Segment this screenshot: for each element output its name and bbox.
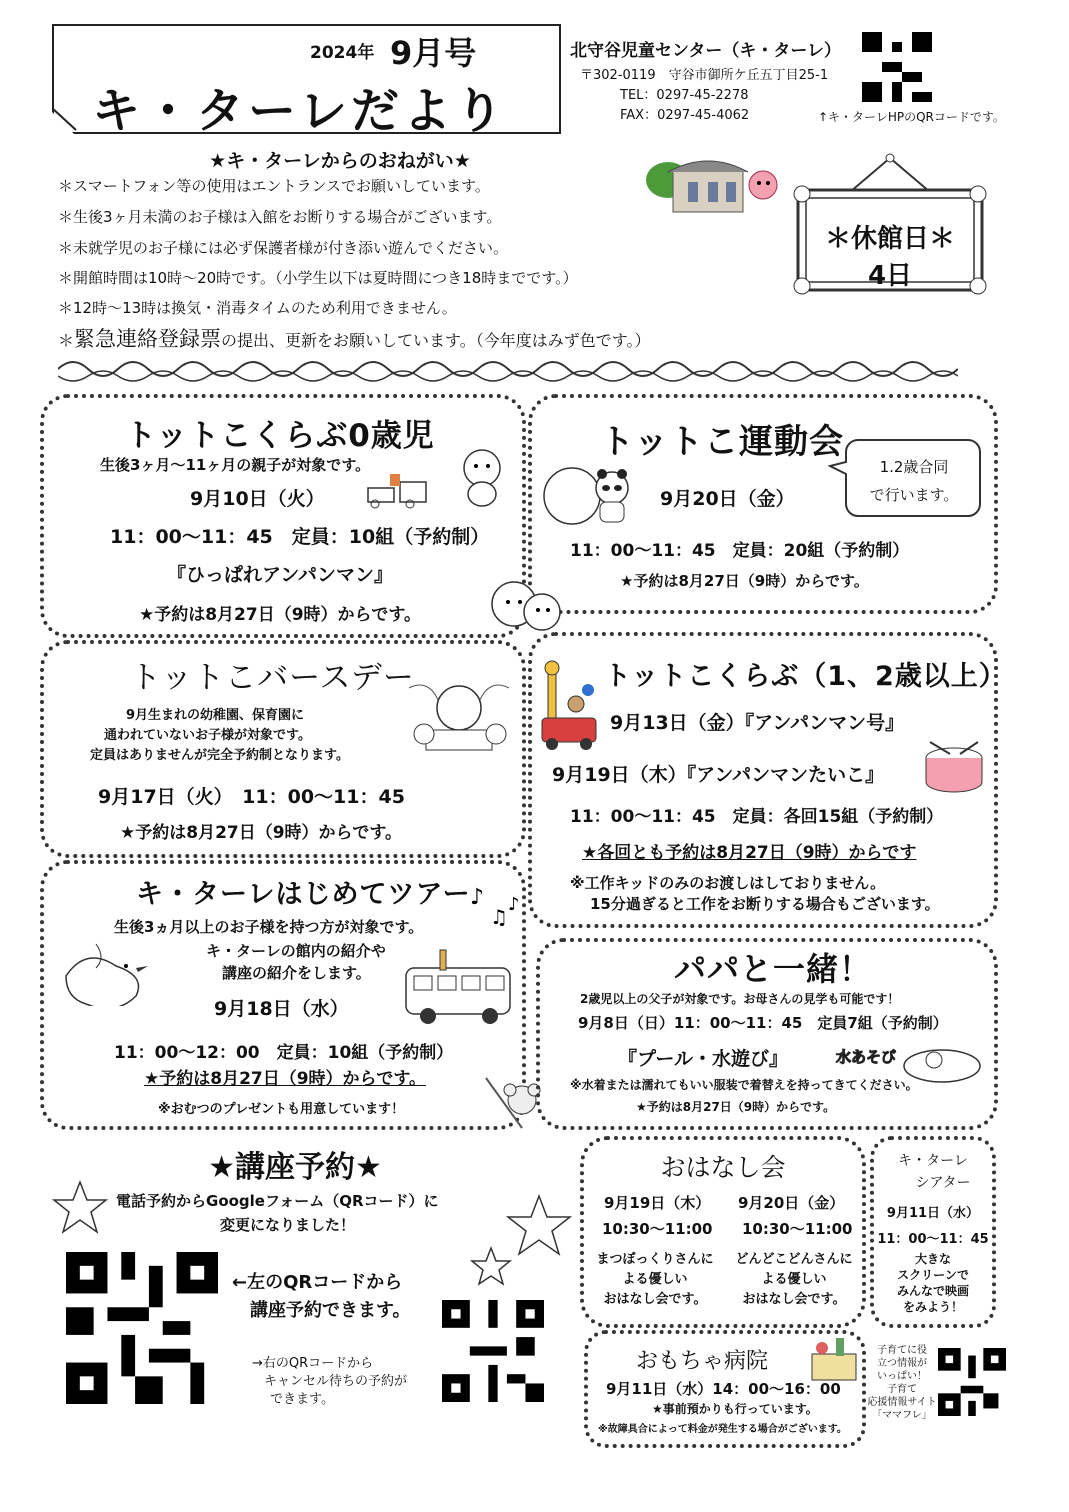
story-a-line-2: よる優しい — [622, 1272, 688, 1287]
toy-hospital-title: おもちゃ病院 — [636, 1349, 769, 1374]
svg-text:♫: ♫ — [490, 905, 508, 929]
qr-right-note-1: →右のQRコードから — [252, 1356, 374, 1371]
leaf-border-decoration — [58, 352, 958, 386]
star-outline-icon — [52, 1180, 108, 1234]
tottoko-12-time: 11：00～11：45 定員：各回15組（予約制） — [570, 807, 944, 827]
bubble-line-1: 1.2歳合同 — [879, 458, 949, 476]
header-corner — [52, 108, 78, 132]
requests-title: ★キ・ターレからのおねがい★ — [209, 150, 471, 172]
issue-year: 2024年 — [310, 43, 375, 63]
water-play-sticker: 水あそび — [836, 1048, 897, 1066]
toy-box-illustration — [806, 1334, 862, 1384]
papa-datetime: 9月8日（日）11：00～11：45 定員7組（予約制） — [578, 1014, 948, 1032]
story-b-line-1: どんどこどんさんに — [735, 1252, 853, 1267]
lecture-title: ★講座予約★ — [208, 1150, 382, 1185]
theater-title-2: シアター — [915, 1175, 971, 1191]
pool-illustration — [900, 1036, 984, 1086]
tour-title: キ・ターレはじめてツアー — [136, 879, 471, 910]
sports-day-time: 11：00～11：45 定員：20組（予約制） — [570, 541, 910, 561]
lecture-line-1: 電話予約からGoogleフォーム（QRコード）に — [116, 1192, 439, 1210]
tottoko-12-reserve: ★各回とも予約は8月27日（9時）からです — [582, 843, 917, 863]
request-item: ＊生後3ヶ月未満のお子様は入館をお断りする場合がございます。 — [58, 208, 502, 226]
tour-time: 11：00～12：00 定員：10組（予約制） — [114, 1043, 454, 1063]
mamafure-qr-code[interactable] — [938, 1348, 1006, 1416]
lecture-reservation-qr-code[interactable] — [66, 1252, 218, 1404]
bird-illustration — [56, 936, 156, 1006]
tottoko-0-title: トットこくらぶ0歳児 — [125, 418, 435, 454]
story-b-line-2: よる優しい — [761, 1272, 827, 1287]
tour-line-1: 生後3ヵ月以上のお子様を持つ方が対象です。 — [114, 918, 424, 936]
center-fax: FAX：0297-45-4062 — [620, 108, 750, 123]
birthday-line-3: 定員はありませんが完全予約制となります。 — [90, 748, 349, 763]
story-a-line-1: まつぼっくりさんに — [596, 1252, 714, 1267]
birthday-title: トットこバースデー — [130, 660, 415, 696]
theater-date: 9月11日（水） — [886, 1206, 980, 1221]
cancel-waitlist-qr-code[interactable] — [442, 1300, 544, 1402]
mamafure-line: 子育て — [887, 1384, 917, 1395]
hp-qr-note: ↑キ・ターレHPのQRコードです。 — [818, 110, 1005, 124]
closed-day-date: 4日 — [867, 261, 913, 291]
mamafure-line: 立つ情報が — [877, 1358, 927, 1369]
toy-hospital-note-1: ★事前預かりも行っています。 — [652, 1402, 818, 1416]
story-a-date: 9月19日（木） — [604, 1194, 711, 1212]
music-notes-icon — [468, 880, 528, 930]
request-item: ＊12時～13時は換気・消毒タイムのため利用できません。 — [58, 299, 457, 317]
tour-date: 9月18日（水） — [214, 998, 349, 1020]
birthday-line-1: 9月生まれの幼稚園、保育園に — [126, 708, 305, 723]
story-a-line-3: おはなし会です。 — [603, 1292, 707, 1307]
tottoko-0-target: 生後3ヶ月～11ヶ月の親子が対象です。 — [100, 456, 371, 474]
theater-line-3: みんなで映画 — [896, 1284, 969, 1298]
center-name: 北守谷児童センター（キ・ターレ） — [570, 41, 841, 61]
story-b-line-3: おはなし会です。 — [742, 1292, 846, 1307]
issue-month: 9月号 — [390, 34, 477, 72]
star-outline-icon — [506, 1194, 572, 1256]
request-item: ＊未就学児のお子様には必ず保護者様が付き添い遊んでください。 — [58, 239, 509, 257]
story-b-date: 9月20日（金） — [738, 1194, 845, 1212]
birthday-reserve: ★予約は8月27日（9時）からです。 — [120, 823, 403, 843]
tottoko-0-program: 『ひっぱれアンパンマン』 — [167, 564, 393, 586]
panda-ball-illustration — [540, 458, 650, 528]
giraffe-car-illustration — [536, 660, 600, 752]
theater-line-1: 大きな — [914, 1252, 951, 1266]
tottoko-12-note-2: 15分過ぎると工作をお断りする場合もございます。 — [590, 895, 940, 913]
center-tel: TEL：0297-45-2278 — [620, 88, 749, 103]
theater-title-1: キ・ターレ — [898, 1153, 968, 1169]
emergency-note: の提出、更新をお願いしています。（今年度はみず色です。） — [221, 331, 651, 350]
toy-hospital-note-2: ※故障具合によって料金が発生する場合がございます。 — [598, 1424, 847, 1435]
story-time-title: おはなし会 — [660, 1153, 786, 1182]
tour-line-2: キ・ターレの館内の紹介や — [206, 942, 386, 960]
bullet: ＊ — [58, 331, 75, 350]
tottoko-0-time: 11：00～11：45 定員：10組（予約制） — [110, 526, 490, 548]
newsletter-title: キ・ターレだより — [92, 83, 508, 139]
lecture-line-2: 変更になりました！ — [220, 1216, 356, 1234]
tottoko-12-note-1: ※工作キッドのみのお渡しはしておりません。 — [570, 874, 886, 892]
center-address: 〒302-0119 守谷市御所ケ丘五丁目25-1 — [580, 68, 829, 83]
closed-day-label: ＊休館日＊ — [824, 224, 955, 254]
mamafure-line: 応援情報サイト — [867, 1397, 937, 1408]
papa-program: 『プール・水遊び』 — [618, 1048, 789, 1070]
tottoko-0-reserve: ★予約は8月27日（9時）からです。 — [138, 605, 422, 625]
mamafure-line: 「ママフレ」 — [872, 1410, 932, 1421]
story-a-time: 10:30～11:00 — [602, 1220, 713, 1238]
svg-text:♪: ♪ — [508, 894, 520, 915]
sports-day-reserve: ★予約は8月27日（9時）からです。 — [620, 572, 869, 590]
theater-time: 11：00～11：45 — [877, 1232, 989, 1247]
svg-text:♪: ♪ — [470, 885, 485, 910]
request-item: ＊開館時間は10時～20時です。（小学生以下は夏時間につき18時までです。） — [58, 269, 578, 287]
drum-illustration — [920, 740, 988, 800]
star-outline-icon — [470, 1246, 512, 1286]
birthday-line-2: 通われていないお子様が対象です。 — [104, 728, 311, 743]
bus-illustration — [400, 948, 516, 1028]
birthday-datetime: 9月17日（火） 11：00～11：45 — [98, 786, 405, 808]
papa-title: パパと一緒！ — [674, 950, 873, 988]
birthday-animals-illustration — [404, 678, 514, 756]
building-illustration — [628, 150, 778, 220]
speech-bubble — [828, 436, 984, 520]
chicks-illustration — [488, 572, 568, 638]
tottoko-12-title: トットこくらぶ（1、2歳以上） — [604, 661, 1007, 692]
qr-right-note-3: できます。 — [270, 1392, 334, 1407]
tour-note: ※おむつのプレゼントも用意しています！ — [158, 1102, 405, 1117]
bubble-line-2: で行います。 — [869, 486, 959, 504]
toy-hospital-datetime: 9月11日（水）14：00～16：00 — [606, 1380, 841, 1398]
train-toy-illustration — [360, 446, 510, 512]
papa-reserve: ★予約は8月27日（9時）からです。 — [636, 1100, 836, 1114]
papa-note: ※水着または濡れてもいい服装で着替えを持ってきてください。 — [570, 1078, 918, 1092]
sports-day-title: トットこ運動会 — [600, 422, 844, 462]
tottoko-12-session-2: 9月19日（木）『アンパンマンたいこ』 — [552, 764, 885, 786]
qr-left-note-1: ←左のQRコードから — [232, 1272, 403, 1293]
story-b-time: 10:30～11:00 — [742, 1220, 853, 1238]
request-item-emergency — [58, 323, 650, 353]
theater-line-2: スクリーンで — [897, 1268, 969, 1282]
papa-target: 2歳児以上の父子が対象です。お母さんの見学も可能です！ — [580, 992, 900, 1006]
qr-right-note-2: キャンセル待ちの予約が — [264, 1374, 408, 1389]
mamafure-text — [866, 1344, 938, 1422]
mamafure-line: 子育てに役 — [877, 1345, 927, 1356]
hp-qr-code[interactable] — [862, 32, 932, 102]
theater-line-4: をみよう！ — [902, 1300, 963, 1314]
request-item: ＊スマートフォン等の使用はエントランスでお願いしています。 — [58, 177, 490, 195]
tour-reserve: ★予約は8月27日（9時）からです。 — [144, 1069, 427, 1089]
qr-left-note-2: 講座予約できます。 — [250, 1300, 411, 1321]
tottoko-0-date: 9月10日（火） — [190, 488, 325, 510]
tour-line-3: 講座の紹介をします。 — [222, 964, 371, 982]
tottoko-12-session-1: 9月13日（金）『アンパンマン号』 — [610, 712, 905, 734]
emergency-form-name: 緊急連絡登録票 — [74, 327, 222, 351]
mamafure-line: いっぱい！ — [877, 1371, 927, 1382]
sports-day-date: 9月20日（金） — [660, 488, 795, 510]
